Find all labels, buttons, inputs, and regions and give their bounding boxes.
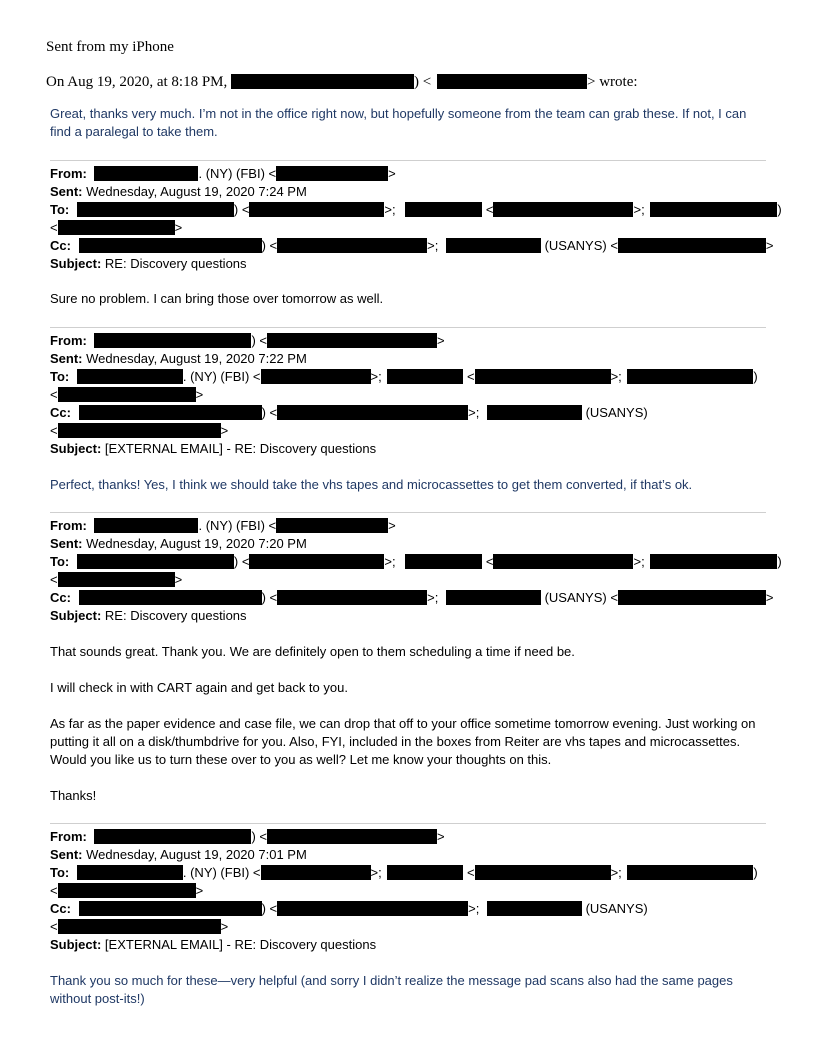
redaction-bar (77, 554, 234, 569)
subject-text: RE: Discovery questions (104, 256, 247, 271)
gt-semi: >; (468, 405, 480, 420)
redaction-bar (276, 166, 388, 181)
paren-lt: ) < (251, 829, 268, 844)
subject-label: Subject: (50, 441, 102, 456)
redaction-bar (79, 901, 262, 916)
paren: ) (777, 202, 782, 217)
gt: > (195, 387, 204, 402)
gt-semi: >; (384, 554, 396, 569)
redaction-bar (627, 369, 753, 384)
lt: < (50, 220, 58, 235)
email-3-to-cont (50, 571, 182, 589)
from-label: From: (50, 166, 87, 181)
sent-date: Wednesday, August 19, 2020 7:22 PM (86, 351, 307, 366)
on-date-wrote-line (46, 73, 638, 91)
redaction-bar (94, 829, 251, 844)
paren-lt: ) < (261, 405, 278, 420)
redaction-bar (79, 238, 262, 253)
email-3-to (50, 553, 782, 571)
lt: < (50, 919, 58, 934)
gt: > (765, 590, 774, 605)
message-body-4a: That sounds great. Thank you. We are definitely open to them scheduling a time if need be. (50, 644, 575, 659)
redaction-bar (58, 387, 196, 402)
message-body-1: Great, thanks very much. I’m not in the office right now, but hopefully someone from the team can grab these. If not, I can find a paralegal to take them. (50, 106, 747, 139)
lt: < (50, 883, 58, 898)
sent-label: Sent: (50, 184, 83, 199)
redaction-bar (493, 554, 633, 569)
redaction-bar (94, 333, 251, 348)
paren-lt: ) < (414, 74, 432, 90)
email-4-cc-cont (50, 918, 228, 936)
redaction-bar (94, 518, 198, 533)
paren: ) (753, 369, 758, 384)
message-body-2: Sure no problem. I can bring those over tomorrow as well. (50, 291, 384, 306)
gt: > (765, 238, 774, 253)
subject-label: Subject: (50, 256, 102, 271)
lt: < (50, 387, 58, 402)
subject-label: Subject: (50, 608, 102, 623)
redaction-bar (487, 901, 582, 916)
email-2-to-cont (50, 386, 203, 404)
lt: < (50, 572, 58, 587)
email-2-sent (50, 350, 307, 368)
ny-fbi: . (NY) (FBI) < (198, 518, 277, 533)
paren-lt: ) < (233, 554, 250, 569)
redaction-bar (618, 590, 766, 605)
sent-date: Wednesday, August 19, 2020 7:20 PM (86, 536, 307, 551)
redaction-bar (58, 423, 221, 438)
from-label: From: (50, 829, 87, 844)
gt: > (220, 919, 229, 934)
on-date-prefix: On Aug 19, 2020, at 8:18 PM, (46, 74, 228, 90)
redaction-bar (77, 202, 234, 217)
redaction-bar (618, 238, 766, 253)
redaction-bar (58, 220, 175, 235)
email-4-subject (50, 936, 376, 954)
paren-lt: ) < (251, 333, 268, 348)
email-3-from (50, 517, 396, 535)
to-label: To: (50, 554, 70, 569)
email-4-cc (50, 900, 648, 918)
redaction-bar (58, 919, 221, 934)
redaction-bar (627, 865, 753, 880)
redaction-bar (58, 883, 196, 898)
to-label: To: (50, 865, 70, 880)
redaction-bar (79, 405, 262, 420)
gt: > (388, 166, 396, 181)
email-4-from (50, 828, 445, 846)
gt-semi: >; (633, 202, 645, 217)
redaction-bar (387, 369, 463, 384)
message-body-5: Thank you so much for these—very helpful (and sorry I didn’t realize the message pad scans also had the same pages without post-its!) (50, 973, 733, 1006)
lt: < (466, 865, 475, 880)
lt: < (485, 202, 494, 217)
redaction-bar (267, 333, 437, 348)
email-4-sent (50, 846, 307, 864)
usanys: (USANYS) (585, 901, 648, 916)
sent-date: Wednesday, August 19, 2020 7:01 PM (86, 847, 307, 862)
subject-label: Subject: (50, 937, 102, 952)
from-label: From: (50, 333, 87, 348)
message-body-4d: Thanks! (50, 788, 97, 803)
redaction-bar (405, 202, 482, 217)
email-1-cc (50, 237, 774, 255)
redaction-bar (261, 865, 371, 880)
paren: ) (777, 554, 782, 569)
gt-semi: >; (384, 202, 396, 217)
redaction-bar (650, 554, 777, 569)
email-4-to (50, 864, 758, 882)
gt: > (195, 883, 204, 898)
gt: > (388, 518, 396, 533)
sent-label: Sent: (50, 351, 83, 366)
redaction-bar (493, 202, 633, 217)
header-divider (50, 823, 766, 824)
gt: > (437, 333, 445, 348)
subject-text: RE: Discovery questions (104, 608, 247, 623)
header-divider (50, 512, 766, 513)
redaction-bar (267, 829, 437, 844)
redaction-bar (405, 554, 482, 569)
paren-lt: ) < (261, 901, 278, 916)
gt: > (174, 572, 183, 587)
message-body-4c: As far as the paper evidence and case file, we can drop that off to your office sometime tomorrow evening. Just working on putting it all on a disk/thumbdrive for you. Also, FYI, included in the boxes from Reiter are vhs tapes and microcassettes. Would you like us to turn these over to you as well? Let me know your thoughts on this. (50, 716, 756, 767)
usanys: (USANYS) < (544, 238, 618, 253)
from-label: From: (50, 518, 87, 533)
email-2-from (50, 332, 445, 350)
email-1-to-cont (50, 219, 182, 237)
gt: > (220, 423, 229, 438)
cc-label: Cc: (50, 590, 71, 605)
message-body-4b: I will check in with CART again and get back to you. (50, 680, 348, 695)
gt-semi: >; (370, 865, 382, 880)
email-4-to-cont (50, 882, 203, 900)
lt: < (485, 554, 494, 569)
email-2-cc-cont (50, 422, 228, 440)
cc-label: Cc: (50, 405, 71, 420)
ny-fbi: . (NY) (FBI) < (198, 166, 277, 181)
redaction-bar (231, 74, 414, 89)
email-1-sent (50, 183, 307, 201)
redaction-bar (650, 202, 777, 217)
email-2-cc (50, 404, 648, 422)
gt: > (437, 829, 445, 844)
redaction-bar (277, 901, 468, 916)
redaction-bar (58, 572, 175, 587)
gt-semi: >; (610, 369, 622, 384)
email-1-to (50, 201, 782, 219)
redaction-bar (277, 590, 427, 605)
ny-fbi: . (NY) (FBI) < (182, 369, 261, 384)
gt-semi: >; (633, 554, 645, 569)
sent-label: Sent: (50, 536, 83, 551)
redaction-bar (387, 865, 463, 880)
email-2-to (50, 368, 758, 386)
redaction-bar (487, 405, 582, 420)
redaction-bar (77, 369, 183, 384)
gt: > (174, 220, 183, 235)
gt-semi: >; (610, 865, 622, 880)
redaction-bar (94, 166, 198, 181)
message-body-3: Perfect, thanks! Yes, I think we should take the vhs tapes and microcassettes to get them converted, if that’s ok. (50, 477, 693, 492)
email-1-from (50, 165, 396, 183)
redaction-bar (277, 405, 468, 420)
paren: ) (753, 865, 758, 880)
email-2-subject (50, 440, 376, 458)
subject-text: [EXTERNAL EMAIL] - RE: Discovery questions (104, 441, 377, 456)
redaction-bar (276, 518, 388, 533)
subject-text: [EXTERNAL EMAIL] - RE: Discovery questions (104, 937, 377, 952)
usanys: (USANYS) (585, 405, 648, 420)
redaction-bar (475, 369, 611, 384)
lt: < (466, 369, 475, 384)
redaction-bar (277, 238, 427, 253)
cc-label: Cc: (50, 238, 71, 253)
gt-semi: >; (370, 369, 382, 384)
sent-date: Wednesday, August 19, 2020 7:24 PM (86, 184, 307, 199)
ny-fbi: . (NY) (FBI) < (182, 865, 261, 880)
paren-lt: ) < (261, 590, 278, 605)
redaction-bar (79, 590, 262, 605)
gt-semi: >; (427, 590, 439, 605)
redaction-bar (446, 238, 541, 253)
sent-label: Sent: (50, 847, 83, 862)
email-3-subject (50, 607, 247, 625)
gt-semi: >; (427, 238, 439, 253)
redaction-bar (249, 554, 384, 569)
redaction-bar (475, 865, 611, 880)
header-divider (50, 160, 766, 161)
header-divider (50, 327, 766, 328)
usanys: (USANYS) < (544, 590, 618, 605)
redaction-bar (437, 74, 587, 89)
redaction-bar (261, 369, 371, 384)
to-label: To: (50, 369, 70, 384)
redaction-bar (77, 865, 183, 880)
wrote-suffix: > wrote: (586, 74, 638, 90)
lt: < (50, 423, 58, 438)
cc-label: Cc: (50, 901, 71, 916)
to-label: To: (50, 202, 70, 217)
email-1-subject (50, 255, 247, 273)
redaction-bar (446, 590, 541, 605)
sent-from-line: Sent from my iPhone (46, 39, 174, 55)
redaction-bar (249, 202, 384, 217)
gt-semi: >; (468, 901, 480, 916)
paren-lt: ) < (261, 238, 278, 253)
email-3-cc (50, 589, 774, 607)
email-3-sent (50, 535, 307, 553)
paren-lt: ) < (233, 202, 250, 217)
